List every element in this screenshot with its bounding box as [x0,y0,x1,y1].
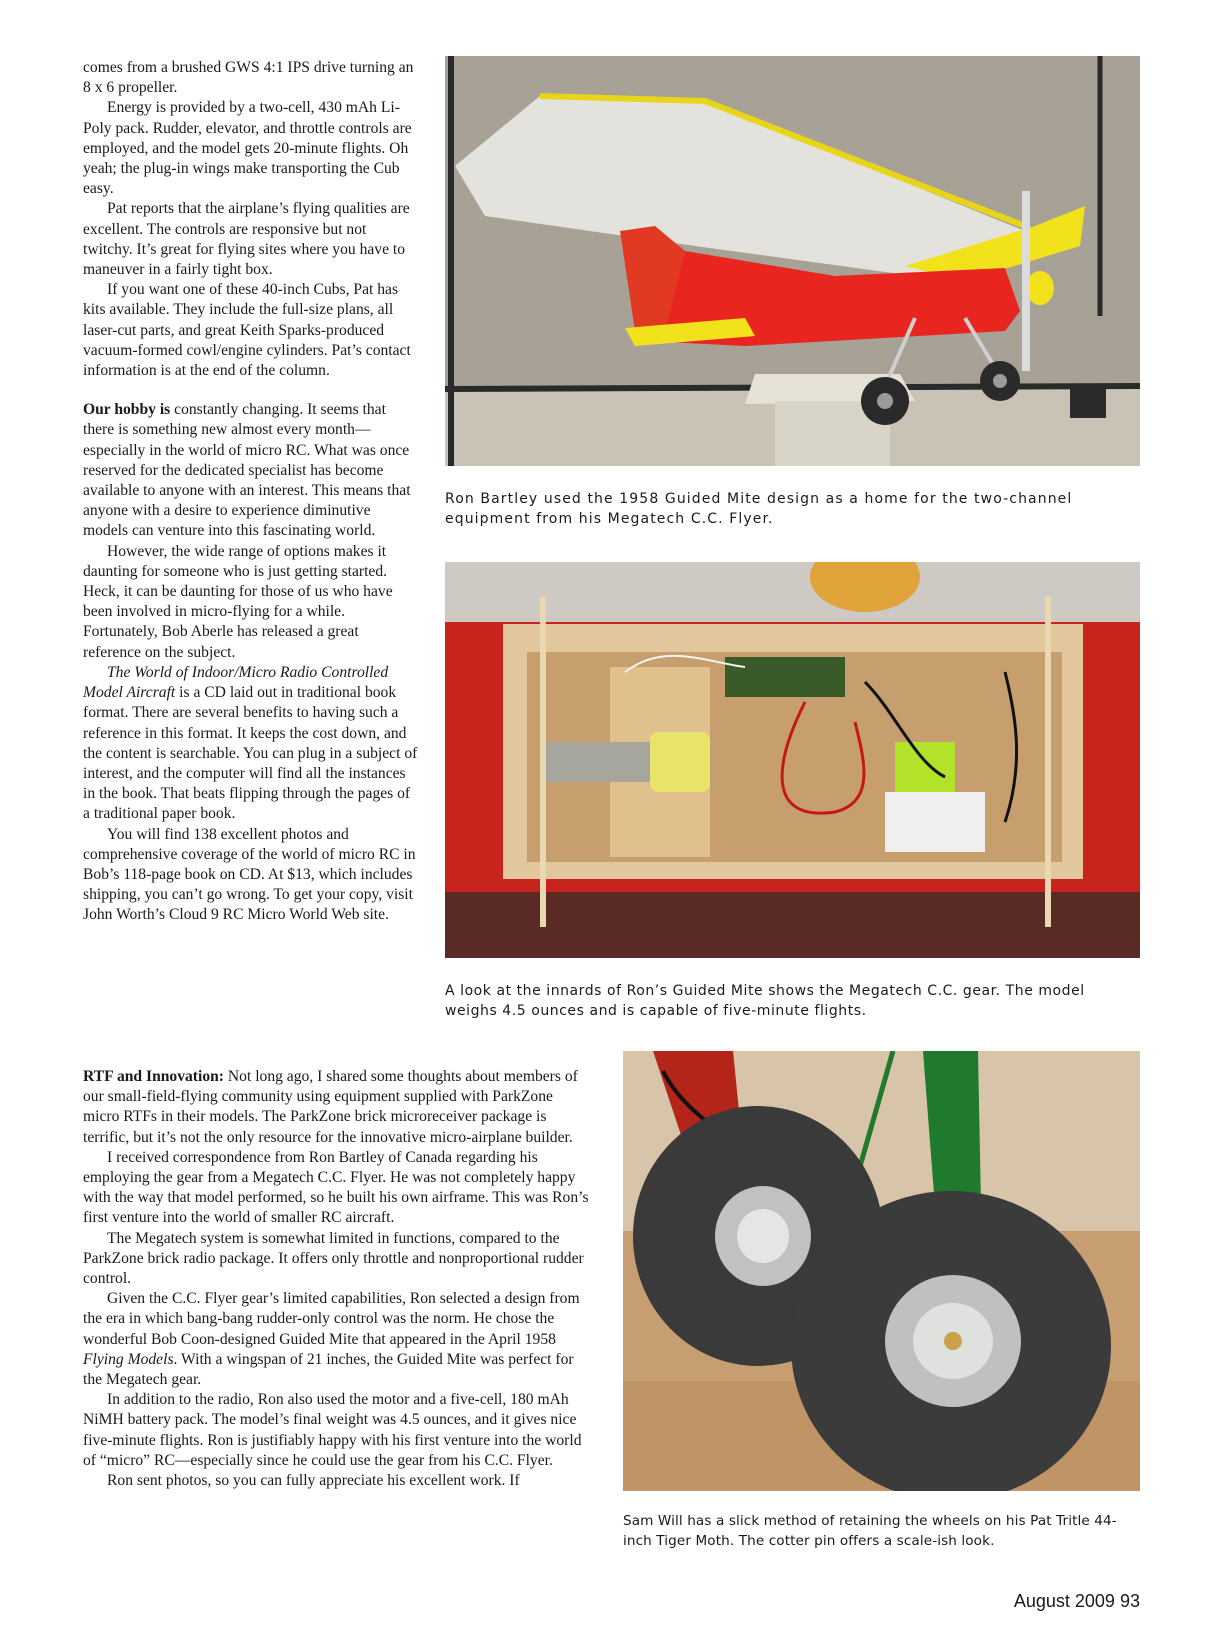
paragraph-flying-models [83,1289,591,1390]
photo-caption: Ron Bartley used the 1958 Guided Mite design as a home for the two-channel equipment from his Megatech C.C. Flyer. [445,491,1073,527]
page-footer [1014,1591,1140,1612]
paragraph: If you want one of these 40-inch Cubs, Pat has kits available. They include the full-size plans, all laser-cut parts, and great Keith Sparks-produced vacuum-formed cowl/engine cylinders. Pat’s contact information is at the end of the column. [83,281,411,380]
paragraph-body: is a CD laid out in traditional book format. There are several benefits to having such a reference in this format. It keeps the cost down, and the content is searchable. You can plug in a subject of interest, and the computer will find all the instances in the book. That beats flipping through the pages of a traditional paper book. [83,684,418,823]
paragraph-body: Given the C.C. Flyer gear’s limited capabilities, Ron selected a design from the era in which bang-bang rudder-only control was the norm. He chose the wonderful Bob Coon-designed Guided Mite that appeared in the April 1958 [83,1290,580,1348]
paragraph-body: constantly changing. It seems that there is something new almost every month—especially in the world of micro RC. What was once reserved for the dedicated specialist has become available to anyone with an interest. This means that anyone with a desire to experience diminutive models can venture into this fascinating world. [83,401,411,540]
left-text-column [83,58,419,926]
paragraph-book-title [83,663,419,825]
paragraph-body: . With a wingspan of 21 inches, the Guided Mite was perfect for the Megatech gear. [83,1350,574,1389]
photo-caption: Sam Will has a slick method of retaining the wheels on his Pat Tritle 44-inch Tiger Moth. The cotter pin offers a scale-ish look. [623,1513,1117,1549]
photo-guided-mite-model [445,56,1140,466]
paragraph: Energy is provided by a two-cell, 430 mAh Li-Poly pack. Rudder, elevator, and throttle controls are employed, and the model gets 20-minute flights. Oh yeah; the plug-in wings make transporting the Cub easy. [83,99,412,198]
paragraph-body: Not long ago, I shared some thoughts about members of our small-field-flying community using equipment supplied with ParkZone micro RTFs in their models. The ParkZone brick microreceiver package is terrific, but it’s not the only resource for the innovative micro-airplane builder. [83,1068,578,1146]
paragraph: In addition to the radio, Ron also used the motor and a five-cell, 180 mAh NiMH battery pack. The model’s final weight was 4.5 ounces, and it gives nice five-minute flights. Ron is justifiably happy with his first venture into the world of “micro” RC—especially since he could use the gear from his C.C. Flyer. [83,1391,582,1469]
paragraph: However, the wide range of options makes it daunting for someone who is just getting started. Heck, it can be daunting for those of us who have been involved in micro-flying for a while. Fortunately, Bob Aberle has released a great reference on the subject. [83,542,393,661]
photo-guided-mite-innards [445,562,1140,958]
photo-tiger-moth-wheels [623,1051,1140,1491]
paragraph: Ron sent photos, so you can fully appreciate his excellent work. If [107,1472,520,1490]
book-title: The World of Indoor/Micro Radio Controlled Model Aircraft [83,663,389,702]
run-in-heading: Our hobby is [83,401,171,419]
magazine-title: Flying Models [83,1350,174,1368]
paragraph: I received correspondence from Ron Bartley of Canada regarding his employing the gear from a Megatech C.C. Flyer. He was not completely happy with the way that model performed, so he built his own airframe. This was Ron’s first venture into the world of smaller RC aircraft. [83,1148,589,1227]
photo-caption: A look at the innards of Ron’s Guided Mite shows the Megatech C.C. gear. The model weighs 4.5 ounces and is capable of five-minute flights. [445,983,1085,1019]
paragraph: comes from a brushed GWS 4:1 IPS drive turning an 8 x 6 propeller. [83,59,414,97]
paragraph: You will find 138 excellent photos and comprehensive coverage of the world of micro RC in Bob’s 118-page book on CD. At $13, which includes shipping, you can’t go wrong. To get your copy, visit John Worth’s Cloud 9 RC Micro World Web site. [83,825,416,924]
paragraph-our-hobby [83,400,419,541]
bottom-text-column [83,1067,591,1491]
paragraph: The Megatech system is somewhat limited in functions, compared to the ParkZone brick radio package. It offers only throttle and nonproportional rudder control. [83,1229,584,1288]
paragraph: Pat reports that the airplane’s flying qualities are excellent. The controls are responsive but not twitchy. It’s great for flying sites where you have to maneuver in a fairly tight box. [83,200,410,279]
run-in-heading: RTF and Innovation: [83,1068,224,1085]
paragraph-rtf-innovation [83,1067,591,1148]
page-number: 93 [1119,1591,1140,1611]
issue-date: August 2009 [1013,1591,1115,1611]
